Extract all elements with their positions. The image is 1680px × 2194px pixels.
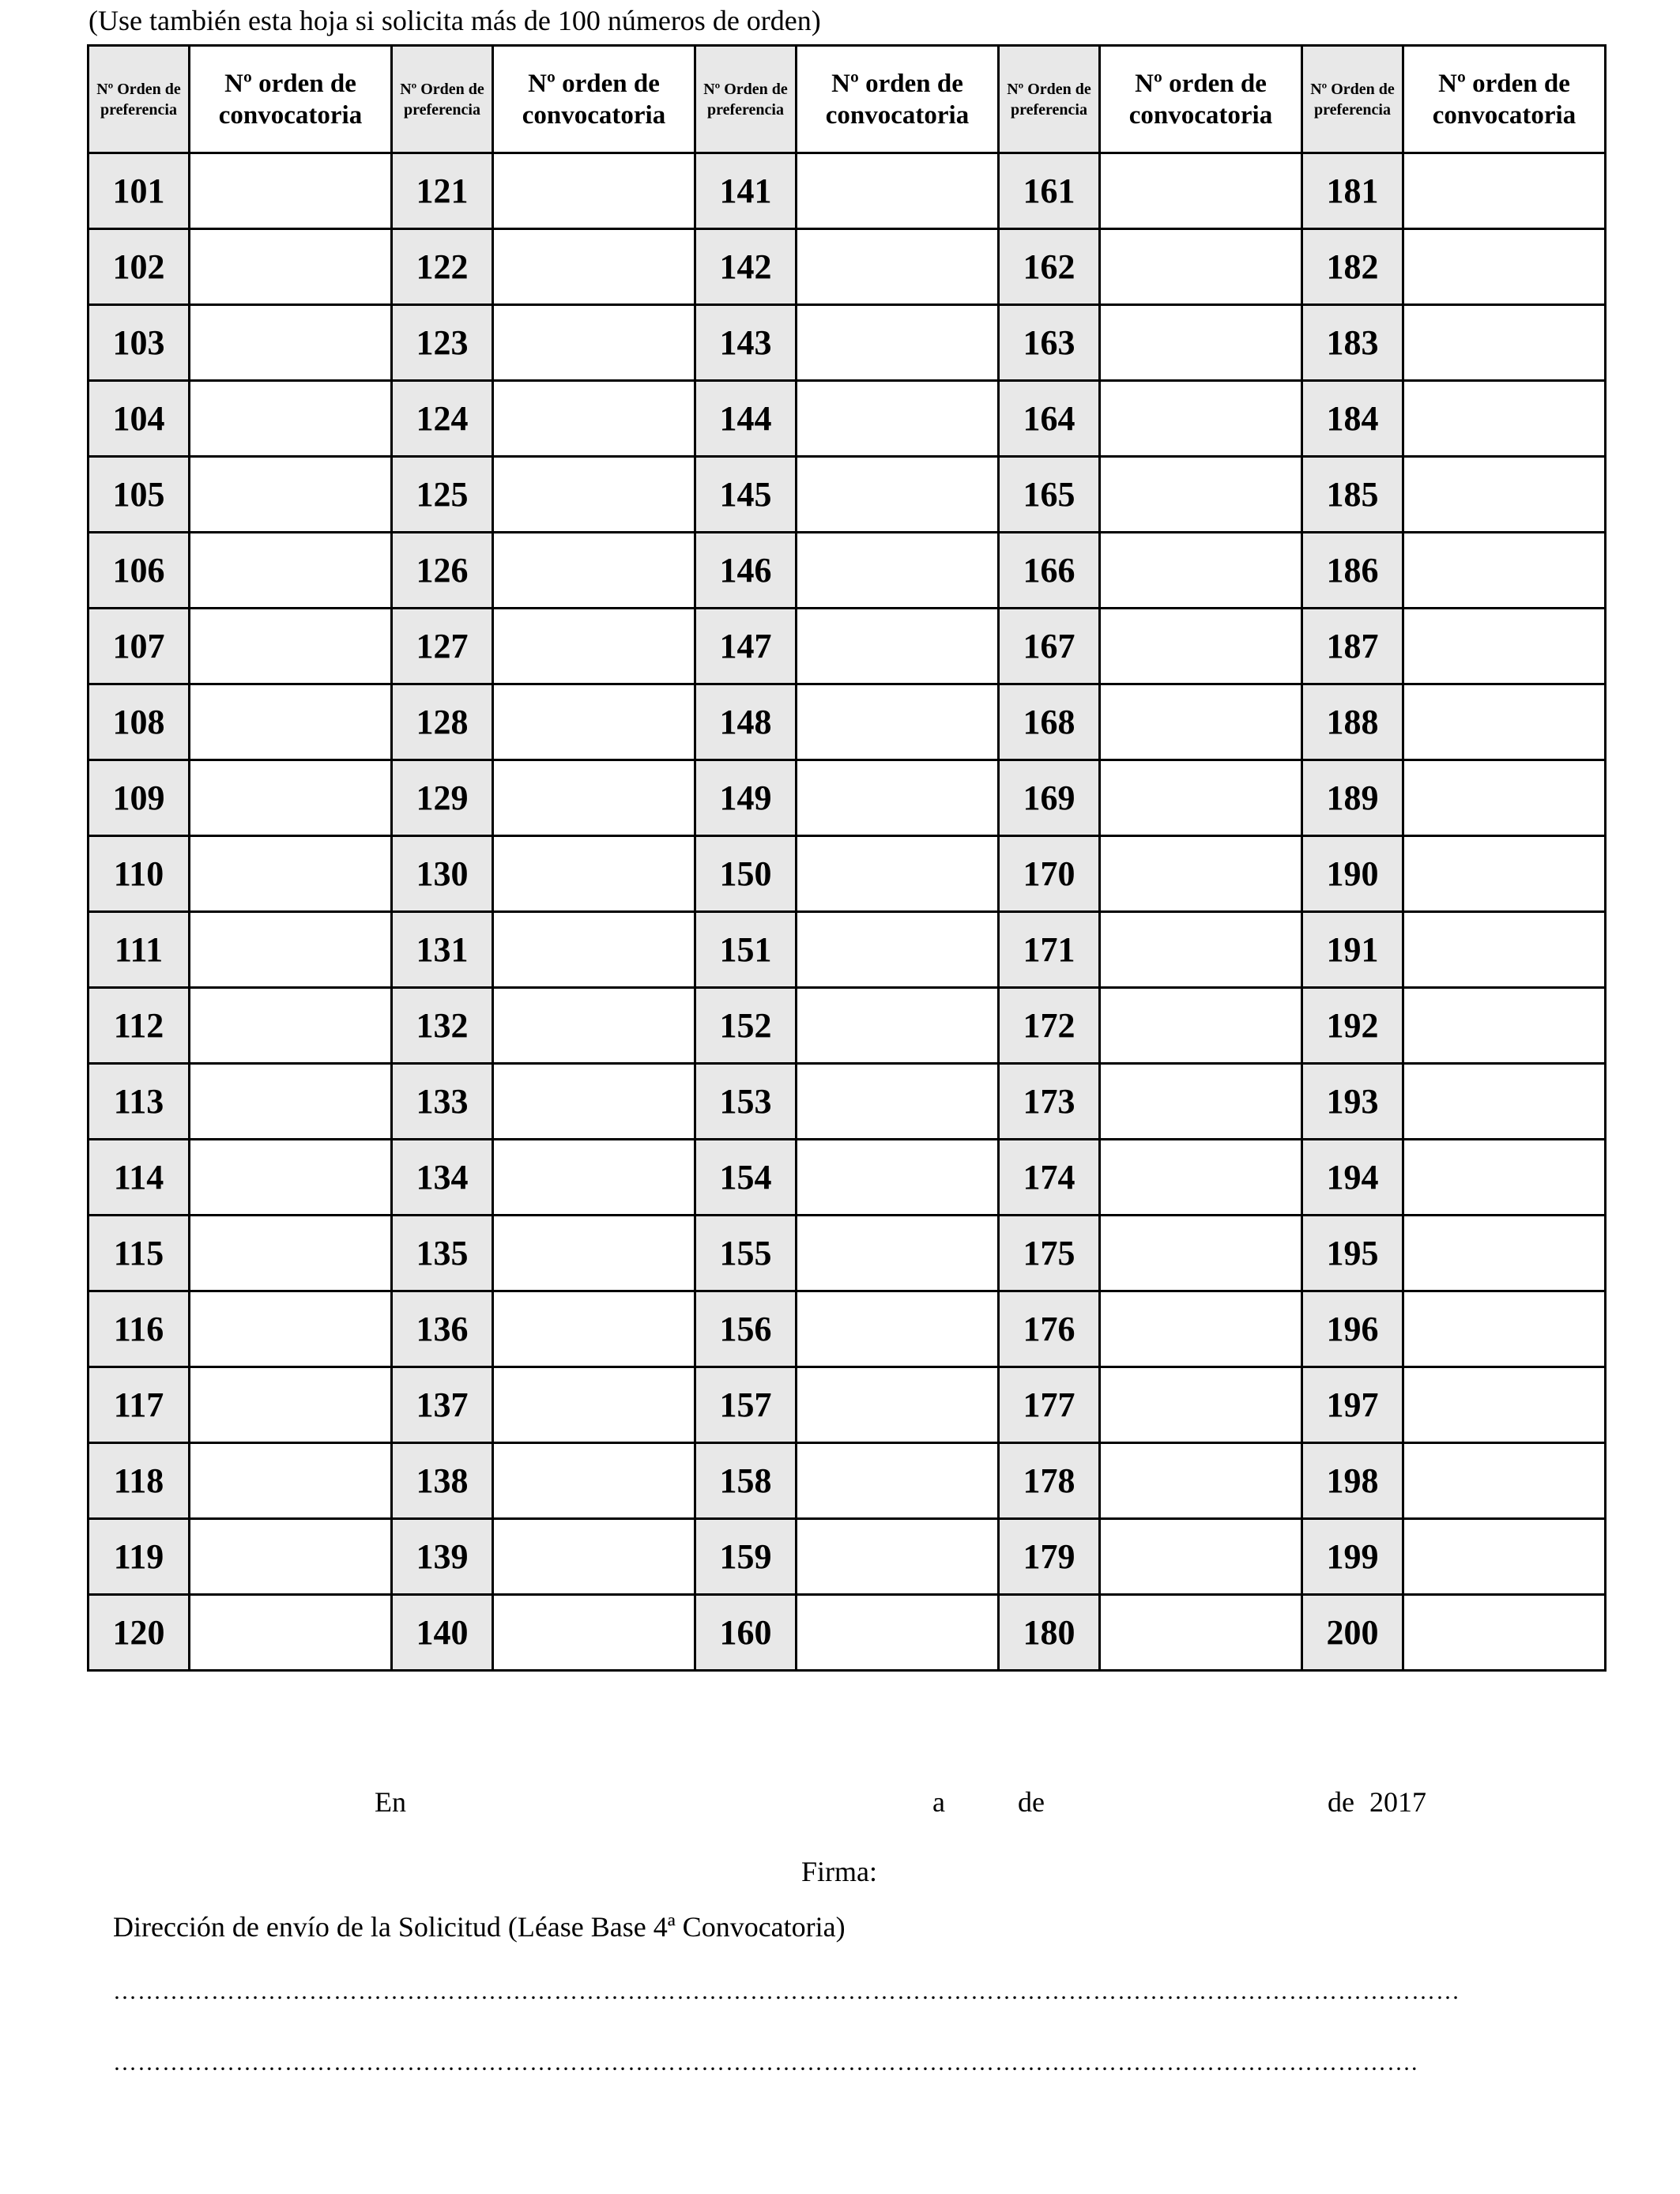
preference-number-cell: 108: [89, 684, 190, 760]
call-order-entry-cell[interactable]: [797, 1064, 999, 1140]
table-row: [89, 381, 1606, 457]
preference-number-cell: 123: [392, 305, 493, 381]
preference-number-cell: 181: [1302, 153, 1403, 229]
call-order-entry-cell[interactable]: [1100, 1519, 1302, 1595]
preference-number-cell: 138: [392, 1443, 493, 1519]
header-preference-order: Nº Orden de preferencia: [999, 46, 1100, 153]
call-order-entry-cell[interactable]: [1100, 1291, 1302, 1367]
call-order-entry-cell[interactable]: [493, 153, 695, 229]
preference-number-cell: 158: [695, 1443, 797, 1519]
call-order-entry-cell[interactable]: [1403, 760, 1606, 836]
table-row: [89, 1595, 1606, 1671]
call-order-entry-cell[interactable]: [1403, 1595, 1606, 1671]
preference-number-cell: 111: [89, 912, 190, 988]
call-order-entry-cell[interactable]: [797, 1291, 999, 1367]
signature-label: Firma:: [801, 1856, 877, 1887]
call-order-entry-cell[interactable]: [797, 153, 999, 229]
call-order-entry-cell[interactable]: [493, 381, 695, 457]
call-order-entry-cell[interactable]: [797, 305, 999, 381]
preference-table: [87, 44, 1607, 1672]
call-order-entry-cell[interactable]: [797, 381, 999, 457]
call-order-entry-cell[interactable]: [190, 1291, 392, 1367]
call-order-entry-cell[interactable]: [493, 760, 695, 836]
preference-number-cell: 190: [1302, 836, 1403, 912]
table-row: [89, 1443, 1606, 1519]
call-order-entry-cell[interactable]: [1100, 609, 1302, 684]
call-order-entry-cell[interactable]: [1403, 1291, 1606, 1367]
header-row: [89, 46, 1606, 153]
preference-number-cell: 169: [999, 760, 1100, 836]
call-order-entry-cell[interactable]: [1403, 1519, 1606, 1595]
preference-number-cell: 140: [392, 1595, 493, 1671]
preference-number-cell: 121: [392, 153, 493, 229]
call-order-entry-cell[interactable]: [1403, 912, 1606, 988]
preference-number-cell: 193: [1302, 1064, 1403, 1140]
header-call-order: Nº orden de convocatoria: [797, 46, 999, 153]
preference-number-cell: 112: [89, 988, 190, 1064]
preference-number-cell: 192: [1302, 988, 1403, 1064]
preference-number-cell: 103: [89, 305, 190, 381]
call-order-entry-cell[interactable]: [1100, 457, 1302, 533]
table-row: [89, 988, 1606, 1064]
call-order-entry-cell[interactable]: [797, 1367, 999, 1443]
preference-number-cell: 195: [1302, 1216, 1403, 1291]
preference-number-cell: 200: [1302, 1595, 1403, 1671]
table-row: [89, 533, 1606, 609]
header-preference-order: Nº Orden de preferencia: [89, 46, 190, 153]
call-order-entry-cell[interactable]: [190, 609, 392, 684]
preference-number-cell: 146: [695, 533, 797, 609]
call-order-entry-cell[interactable]: [493, 1064, 695, 1140]
preference-number-cell: 197: [1302, 1367, 1403, 1443]
call-order-entry-cell[interactable]: [493, 609, 695, 684]
preference-number-cell: 148: [695, 684, 797, 760]
preference-number-cell: 105: [89, 457, 190, 533]
preference-number-cell: 189: [1302, 760, 1403, 836]
table-row: [89, 760, 1606, 836]
header-preference-order: Nº Orden de preferencia: [1302, 46, 1403, 153]
call-order-entry-cell[interactable]: [1100, 1064, 1302, 1140]
call-order-entry-cell[interactable]: [797, 836, 999, 912]
preference-number-cell: 116: [89, 1291, 190, 1367]
preference-number-cell: 188: [1302, 684, 1403, 760]
preference-number-cell: 198: [1302, 1443, 1403, 1519]
preference-number-cell: 152: [695, 988, 797, 1064]
preference-number-cell: 187: [1302, 609, 1403, 684]
call-order-entry-cell[interactable]: [493, 1595, 695, 1671]
preference-number-cell: 149: [695, 760, 797, 836]
address-line-1: …………………………………………………………………………………………………………………………………………………: [113, 1978, 1460, 2004]
table-row: [89, 1367, 1606, 1443]
call-order-entry-cell[interactable]: [1403, 1443, 1606, 1519]
preference-number-cell: 117: [89, 1367, 190, 1443]
preference-number-cell: 126: [392, 533, 493, 609]
call-order-entry-cell[interactable]: [1100, 760, 1302, 836]
intro-note: (Use también esta hoja si solicita más de 100 números de orden): [89, 5, 821, 36]
preference-number-cell: 175: [999, 1216, 1100, 1291]
preference-number-cell: 173: [999, 1064, 1100, 1140]
preference-number-cell: 101: [89, 153, 190, 229]
preference-number-cell: 182: [1302, 229, 1403, 305]
preference-number-cell: 157: [695, 1367, 797, 1443]
preference-number-cell: 120: [89, 1595, 190, 1671]
call-order-entry-cell[interactable]: [493, 305, 695, 381]
call-order-entry-cell[interactable]: [493, 684, 695, 760]
header-call-order: Nº orden de convocatoria: [1403, 46, 1606, 153]
header-preference-order: Nº Orden de preferencia: [695, 46, 797, 153]
preference-number-cell: 129: [392, 760, 493, 836]
call-order-entry-cell[interactable]: [190, 153, 392, 229]
preference-number-cell: 124: [392, 381, 493, 457]
call-order-entry-cell[interactable]: [797, 229, 999, 305]
call-order-entry-cell[interactable]: [1403, 381, 1606, 457]
preference-number-cell: 150: [695, 836, 797, 912]
preference-number-cell: 167: [999, 609, 1100, 684]
table-row: [89, 1064, 1606, 1140]
address-label: Dirección de envío de la Solicitud (Léase Base 4ª Convocatoria): [113, 1911, 846, 1943]
call-order-entry-cell[interactable]: [190, 1595, 392, 1671]
call-order-entry-cell[interactable]: [1100, 836, 1302, 912]
call-order-entry-cell[interactable]: [1403, 1216, 1606, 1291]
call-order-entry-cell[interactable]: [190, 1367, 392, 1443]
call-order-entry-cell[interactable]: [190, 305, 392, 381]
header-preference-order: Nº Orden de preferencia: [392, 46, 493, 153]
call-order-entry-cell[interactable]: [1100, 381, 1302, 457]
call-order-entry-cell[interactable]: [1403, 533, 1606, 609]
preference-number-cell: 176: [999, 1291, 1100, 1367]
place-label: En: [375, 1786, 406, 1818]
preference-number-cell: 107: [89, 609, 190, 684]
preference-number-cell: 134: [392, 1140, 493, 1216]
call-order-entry-cell[interactable]: [1100, 533, 1302, 609]
call-order-entry-cell[interactable]: [1403, 153, 1606, 229]
call-order-entry-cell[interactable]: [190, 229, 392, 305]
call-order-entry-cell[interactable]: [190, 1140, 392, 1216]
call-order-entry-cell[interactable]: [797, 533, 999, 609]
call-order-entry-cell[interactable]: [190, 760, 392, 836]
call-order-entry-cell[interactable]: [493, 533, 695, 609]
call-order-entry-cell[interactable]: [493, 229, 695, 305]
call-order-entry-cell[interactable]: [190, 1519, 392, 1595]
call-order-entry-cell[interactable]: [493, 1519, 695, 1595]
call-order-entry-cell[interactable]: [190, 381, 392, 457]
preference-number-cell: 135: [392, 1216, 493, 1291]
preference-number-cell: 154: [695, 1140, 797, 1216]
year-value: 2017: [1369, 1786, 1426, 1818]
preference-number-cell: 172: [999, 988, 1100, 1064]
call-order-entry-cell[interactable]: [797, 1443, 999, 1519]
preference-number-cell: 133: [392, 1064, 493, 1140]
call-order-entry-cell[interactable]: [797, 1595, 999, 1671]
call-order-entry-cell[interactable]: [493, 912, 695, 988]
preference-number-cell: 130: [392, 836, 493, 912]
preference-number-cell: 155: [695, 1216, 797, 1291]
call-order-entry-cell[interactable]: [190, 912, 392, 988]
call-order-entry-cell[interactable]: [797, 1519, 999, 1595]
table-row: [89, 1519, 1606, 1595]
preference-number-cell: 179: [999, 1519, 1100, 1595]
header-call-order: Nº orden de convocatoria: [190, 46, 392, 153]
table-row: [89, 1291, 1606, 1367]
table-row: [89, 684, 1606, 760]
call-order-entry-cell[interactable]: [797, 1216, 999, 1291]
preference-number-cell: 119: [89, 1519, 190, 1595]
preference-number-cell: 174: [999, 1140, 1100, 1216]
preference-number-cell: 132: [392, 988, 493, 1064]
preference-number-cell: 127: [392, 609, 493, 684]
preference-number-cell: 153: [695, 1064, 797, 1140]
table-row: [89, 305, 1606, 381]
preference-number-cell: 183: [1302, 305, 1403, 381]
preference-number-cell: 168: [999, 684, 1100, 760]
call-order-entry-cell[interactable]: [797, 988, 999, 1064]
call-order-entry-cell[interactable]: [797, 1140, 999, 1216]
preference-number-cell: 164: [999, 381, 1100, 457]
address-line-2: …………………………………………………………………………………………………………………………………………….: [113, 2049, 1418, 2075]
call-order-entry-cell[interactable]: [493, 988, 695, 1064]
preference-number-cell: 160: [695, 1595, 797, 1671]
preference-number-cell: 113: [89, 1064, 190, 1140]
call-order-entry-cell[interactable]: [493, 457, 695, 533]
preference-number-cell: 196: [1302, 1291, 1403, 1367]
preference-number-cell: 147: [695, 609, 797, 684]
call-order-entry-cell[interactable]: [1100, 1595, 1302, 1671]
call-order-entry-cell[interactable]: [1100, 912, 1302, 988]
call-order-entry-cell[interactable]: [1403, 305, 1606, 381]
table-row: [89, 609, 1606, 684]
call-order-entry-cell[interactable]: [493, 1140, 695, 1216]
call-order-entry-cell[interactable]: [1100, 1140, 1302, 1216]
month-separator-label: de: [1018, 1786, 1045, 1818]
call-order-entry-cell[interactable]: [1100, 153, 1302, 229]
table-row: [89, 836, 1606, 912]
table-row: [89, 1140, 1606, 1216]
preference-number-cell: 145: [695, 457, 797, 533]
call-order-entry-cell[interactable]: [1100, 1443, 1302, 1519]
call-order-entry-cell[interactable]: [1100, 684, 1302, 760]
preference-number-cell: 136: [392, 1291, 493, 1367]
day-separator-label: a: [932, 1786, 945, 1818]
preference-number-cell: 191: [1302, 912, 1403, 988]
call-order-entry-cell[interactable]: [190, 1216, 392, 1291]
preference-number-cell: 118: [89, 1443, 190, 1519]
header-call-order: Nº orden de convocatoria: [1100, 46, 1302, 153]
preference-number-cell: 131: [392, 912, 493, 988]
call-order-entry-cell[interactable]: [797, 609, 999, 684]
preference-number-cell: 186: [1302, 533, 1403, 609]
call-order-entry-cell[interactable]: [190, 684, 392, 760]
preference-number-cell: 194: [1302, 1140, 1403, 1216]
preference-number-cell: 161: [999, 153, 1100, 229]
call-order-entry-cell[interactable]: [493, 1367, 695, 1443]
call-order-entry-cell[interactable]: [1100, 1367, 1302, 1443]
preference-number-cell: 125: [392, 457, 493, 533]
preference-number-cell: 165: [999, 457, 1100, 533]
table-row: [89, 457, 1606, 533]
call-order-entry-cell[interactable]: [1403, 684, 1606, 760]
preference-number-cell: 144: [695, 381, 797, 457]
preference-number-cell: 141: [695, 153, 797, 229]
preference-number-cell: 102: [89, 229, 190, 305]
preference-number-cell: 104: [89, 381, 190, 457]
call-order-entry-cell[interactable]: [1403, 1140, 1606, 1216]
preference-number-cell: 162: [999, 229, 1100, 305]
preference-number-cell: 143: [695, 305, 797, 381]
call-order-entry-cell[interactable]: [797, 457, 999, 533]
call-order-entry-cell[interactable]: [190, 1443, 392, 1519]
preference-number-cell: 137: [392, 1367, 493, 1443]
preference-number-cell: 163: [999, 305, 1100, 381]
call-order-entry-cell[interactable]: [797, 684, 999, 760]
call-order-entry-cell[interactable]: [1100, 229, 1302, 305]
preference-number-cell: 199: [1302, 1519, 1403, 1595]
call-order-entry-cell[interactable]: [190, 1064, 392, 1140]
preference-number-cell: 185: [1302, 457, 1403, 533]
table-row: [89, 912, 1606, 988]
preference-number-cell: 106: [89, 533, 190, 609]
call-order-entry-cell[interactable]: [1100, 1216, 1302, 1291]
preference-number-cell: 109: [89, 760, 190, 836]
preference-number-cell: 114: [89, 1140, 190, 1216]
call-order-entry-cell[interactable]: [797, 912, 999, 988]
call-order-entry-cell[interactable]: [493, 836, 695, 912]
call-order-entry-cell[interactable]: [1403, 1064, 1606, 1140]
call-order-entry-cell[interactable]: [1403, 836, 1606, 912]
call-order-entry-cell[interactable]: [1403, 609, 1606, 684]
preference-number-cell: 178: [999, 1443, 1100, 1519]
preference-number-cell: 156: [695, 1291, 797, 1367]
call-order-entry-cell[interactable]: [493, 1291, 695, 1367]
call-order-entry-cell[interactable]: [1100, 988, 1302, 1064]
call-order-entry-cell[interactable]: [1403, 457, 1606, 533]
preference-number-cell: 128: [392, 684, 493, 760]
call-order-entry-cell[interactable]: [797, 760, 999, 836]
call-order-entry-cell[interactable]: [1403, 229, 1606, 305]
table-row: [89, 153, 1606, 229]
preference-number-cell: 151: [695, 912, 797, 988]
preference-number-cell: 115: [89, 1216, 190, 1291]
table-row: [89, 229, 1606, 305]
preference-number-cell: 180: [999, 1595, 1100, 1671]
preference-number-cell: 122: [392, 229, 493, 305]
preference-number-cell: 142: [695, 229, 797, 305]
call-order-entry-cell[interactable]: [493, 1216, 695, 1291]
call-order-entry-cell[interactable]: [190, 457, 392, 533]
call-order-entry-cell[interactable]: [190, 836, 392, 912]
preference-number-cell: 170: [999, 836, 1100, 912]
call-order-entry-cell[interactable]: [493, 1443, 695, 1519]
preference-number-cell: 166: [999, 533, 1100, 609]
table-row: [89, 1216, 1606, 1291]
call-order-entry-cell[interactable]: [190, 988, 392, 1064]
call-order-entry-cell[interactable]: [1100, 305, 1302, 381]
header-call-order: Nº orden de convocatoria: [493, 46, 695, 153]
call-order-entry-cell[interactable]: [1403, 988, 1606, 1064]
preference-number-cell: 177: [999, 1367, 1100, 1443]
preference-number-cell: 110: [89, 836, 190, 912]
call-order-entry-cell[interactable]: [1403, 1367, 1606, 1443]
preference-number-cell: 171: [999, 912, 1100, 988]
call-order-entry-cell[interactable]: [190, 533, 392, 609]
preference-number-cell: 184: [1302, 381, 1403, 457]
preference-number-cell: 159: [695, 1519, 797, 1595]
year-separator-label: de: [1328, 1786, 1354, 1818]
preference-number-cell: 139: [392, 1519, 493, 1595]
